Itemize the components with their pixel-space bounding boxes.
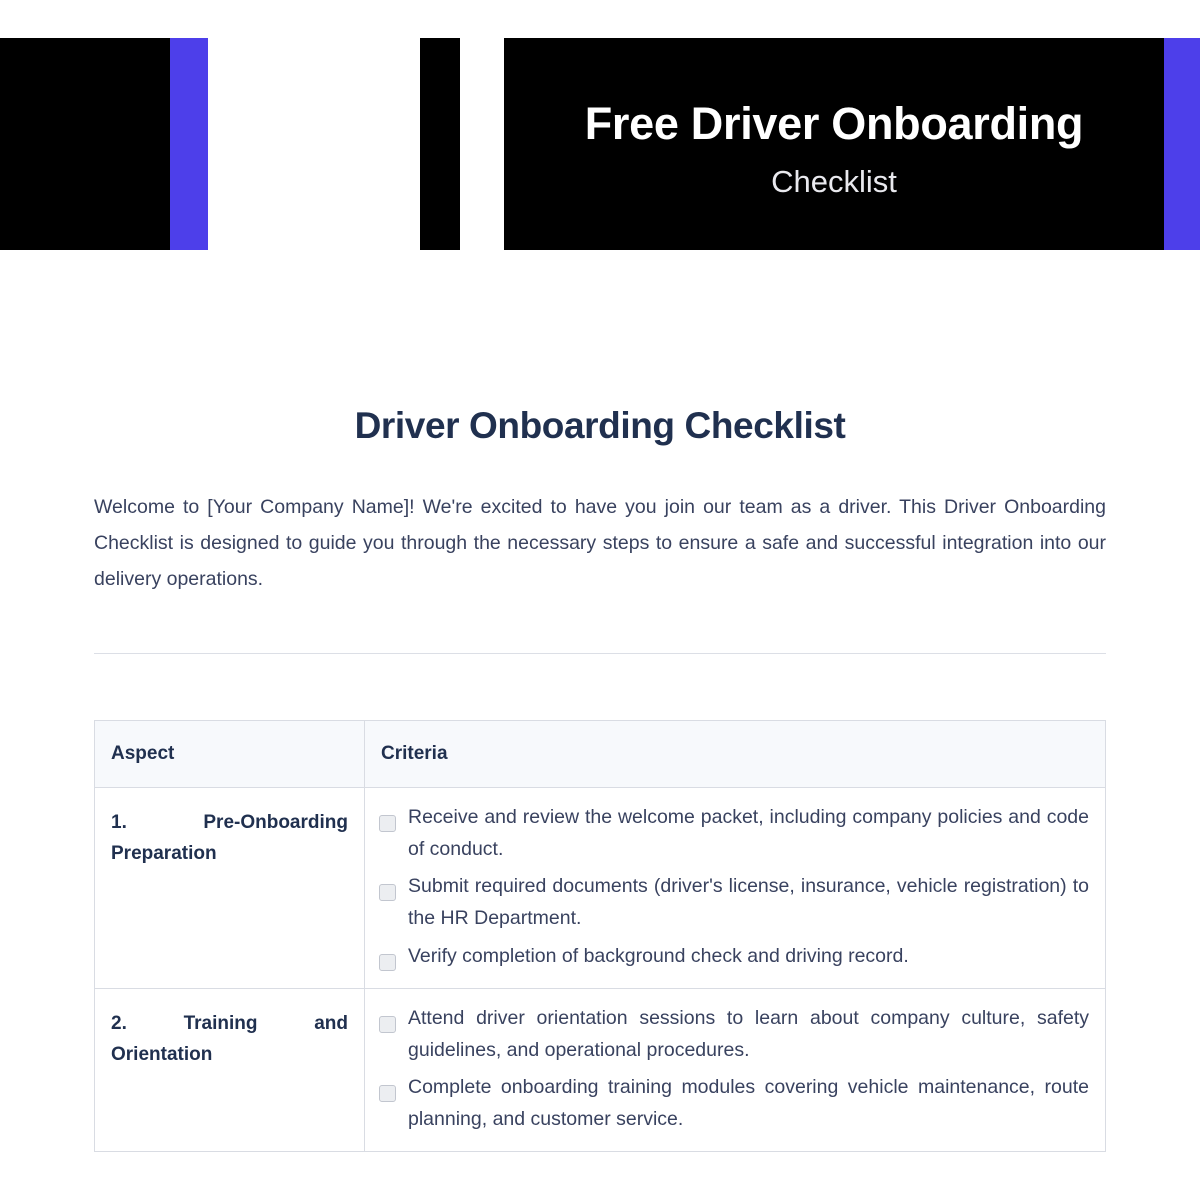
banner-title: Free Driver Onboarding <box>584 98 1084 149</box>
checklist-table <box>94 720 1106 1152</box>
list-item <box>379 1072 1089 1135</box>
checkbox-icon[interactable] <box>379 1016 396 1033</box>
banner-subtitle: Checklist <box>771 164 897 199</box>
banner-decoration-left-b <box>22 38 170 250</box>
document-body <box>94 250 1106 1152</box>
aspect-label: 1. Pre-Onboarding Preparation <box>95 788 365 989</box>
list-item <box>379 802 1089 865</box>
criteria-text: Receive and review the welcome packet, including company policies and code of conduct. <box>408 806 1089 860</box>
intro-paragraph: Welcome to [Your Company Name]! We're excited to have you join our team as a driver. This Driver Onboarding Checklist is designed to guide you through the necessary steps to ensure a safe and successful integration into our delivery operations. <box>94 496 1106 591</box>
list-item <box>379 1003 1089 1066</box>
criteria-text: Attend driver orientation sessions to learn about company culture, safety guidelines, and operational procedures. <box>408 1007 1089 1061</box>
column-header-aspect: Aspect <box>95 721 365 788</box>
checkbox-icon[interactable] <box>379 815 396 832</box>
table-row <box>95 989 1106 1152</box>
header-banner <box>0 0 1200 250</box>
criteria-list <box>379 802 1089 972</box>
table-row <box>95 788 1106 989</box>
criteria-cell <box>365 788 1106 989</box>
criteria-text: Verify completion of background check and driving record. <box>408 944 909 967</box>
checkbox-icon[interactable] <box>379 884 396 901</box>
column-header-criteria: Criteria <box>365 721 1106 788</box>
criteria-cell <box>365 989 1106 1152</box>
table-header-row <box>95 721 1106 788</box>
list-item <box>379 871 1089 934</box>
banner-accent-bar-left <box>170 38 208 250</box>
banner-accent-bar-right <box>1164 38 1200 250</box>
page-title: Driver Onboarding Checklist <box>354 405 846 446</box>
aspect-label: 2. Training and Orientation <box>95 989 365 1152</box>
banner-decoration-middle <box>420 38 460 250</box>
section-divider <box>94 653 1106 654</box>
checkbox-icon[interactable] <box>379 1085 396 1102</box>
checkbox-icon[interactable] <box>379 954 396 971</box>
criteria-text: Complete onboarding training modules covering vehicle maintenance, route planning, and customer service. <box>408 1076 1089 1130</box>
banner-decoration-left-a <box>0 38 22 250</box>
criteria-list <box>379 1003 1089 1135</box>
criteria-text: Submit required documents (driver's license, insurance, vehicle registration) to the HR Department. <box>408 875 1089 929</box>
list-item <box>379 941 1089 973</box>
